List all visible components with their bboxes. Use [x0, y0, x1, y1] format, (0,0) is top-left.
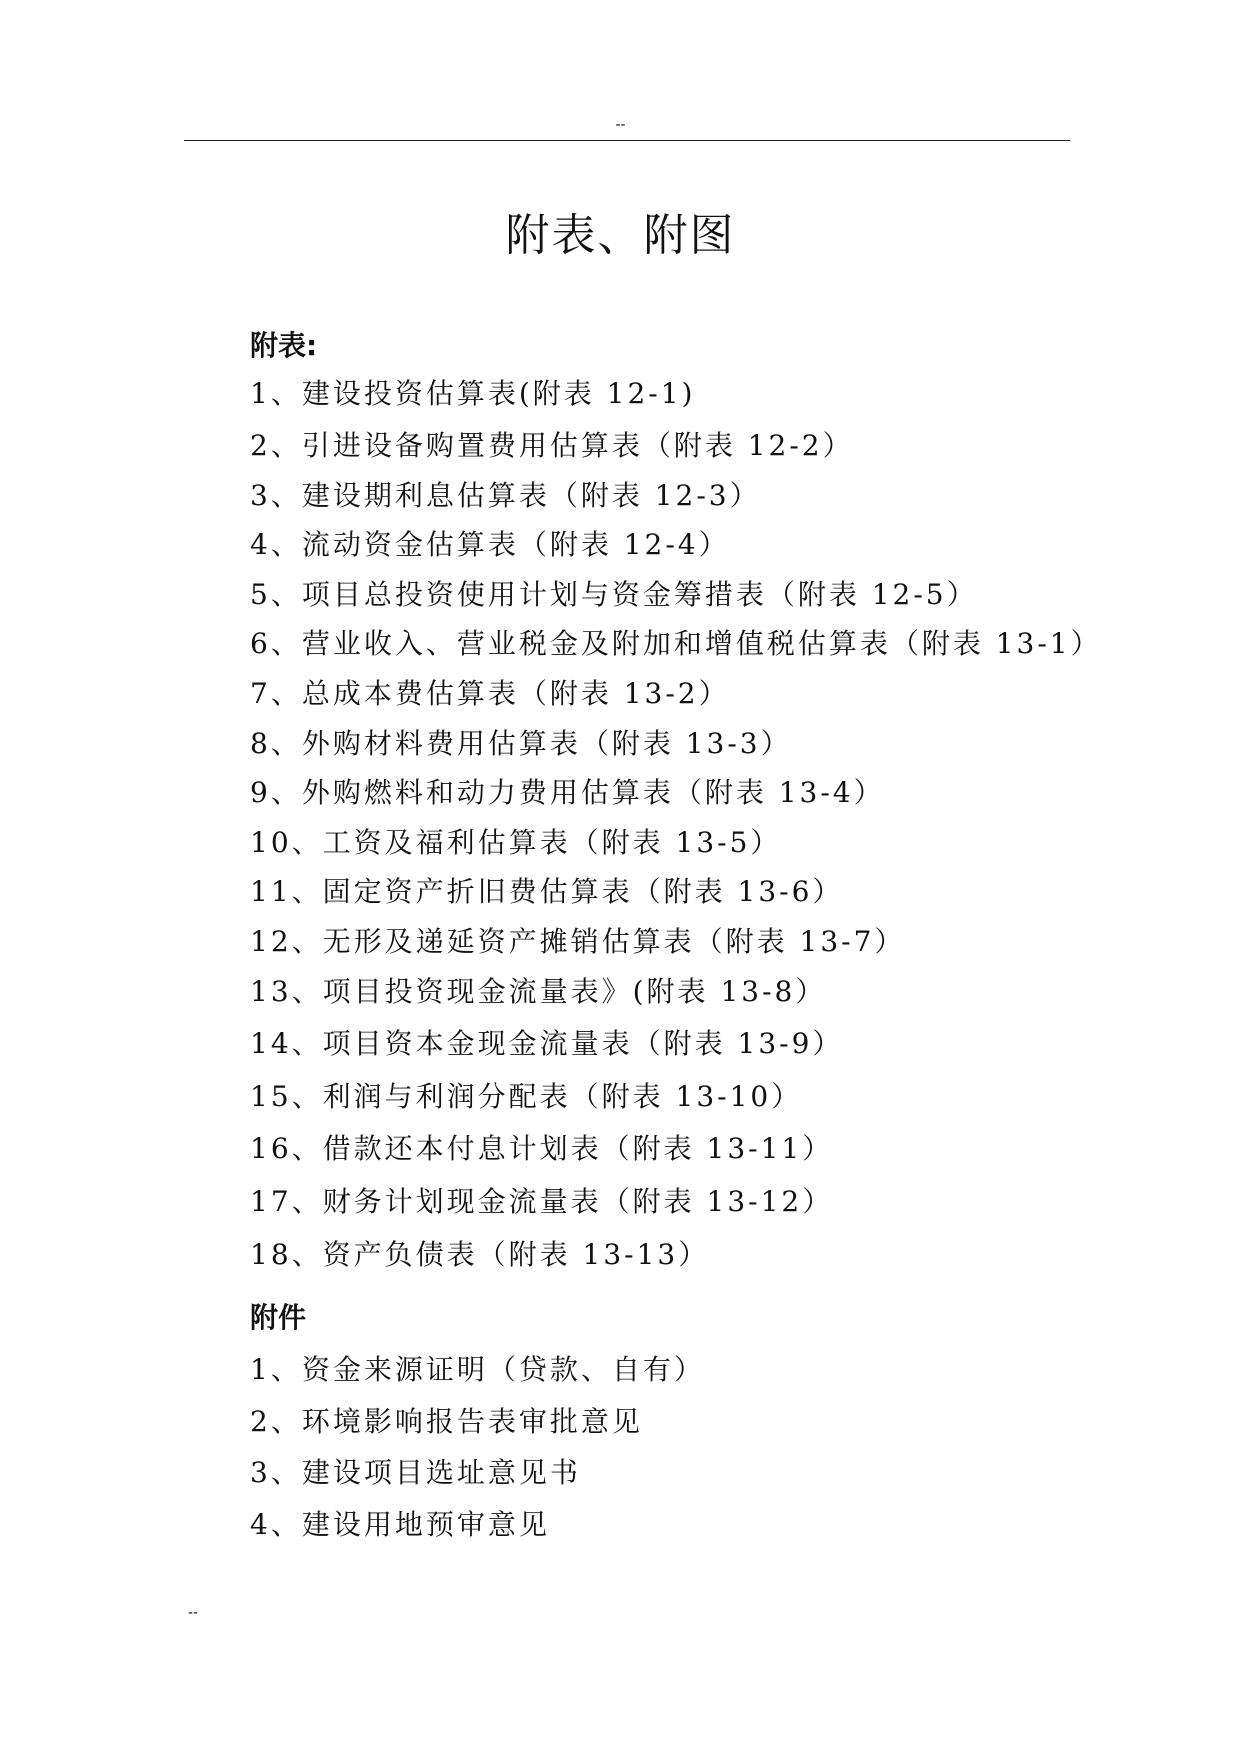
list-item: 6、营业收入、营业税金及附加和增值税估算表（附表 13-1） [250, 627, 1102, 661]
list-item: 3、建设期利息估算表（附表 12-3） [250, 478, 761, 512]
list-item: 11、固定资产折旧费估算表（附表 13-6） [250, 875, 844, 909]
list-item: 9、外购燃料和动力费用估算表（附表 13-4） [250, 776, 885, 810]
list-item: 7、总成本费估算表（附表 13-2） [250, 676, 730, 710]
list-item: 10、工资及福利估算表（附表 13-5） [250, 825, 782, 859]
list-item: 15、利润与利润分配表（附表 13-10） [250, 1079, 803, 1113]
list-item: 2、环境影响报告表审批意见 [250, 1404, 643, 1438]
header-mark: -- [615, 116, 626, 133]
attachments-list [250, 1350, 705, 1556]
list-item: 16、借款还本付息计划表（附表 13-11） [250, 1132, 834, 1166]
tables-heading: 附表: [250, 329, 318, 362]
list-item: 2、引进设备购置费用估算表（附表 12-2） [250, 429, 854, 462]
list-item: 8、外购材料费用估算表（附表 13-3） [250, 726, 792, 760]
header-rule [184, 140, 1070, 141]
list-item: 13、项目投资现金流量表》(附表 13-8） [250, 974, 827, 1008]
page-title: 附表、附图 [505, 210, 736, 261]
list-item: 17、财务计划现金流量表（附表 13-12） [250, 1184, 834, 1218]
list-item: 18、资产负债表（附表 13-13） [250, 1237, 710, 1271]
list-item: 1、资金来源证明（贷款、自有） [250, 1353, 705, 1386]
list-item: 5、项目总投资使用计划与资金筹措表（附表 12-5） [250, 577, 978, 611]
list-item: 4、建设用地预审意见 [250, 1507, 550, 1541]
list-item: 12、无形及递延资产摊销估算表（附表 13-7） [250, 924, 906, 958]
list-item: 4、流动资金估算表（附表 12-4） [250, 528, 730, 562]
list-item: 14、项目资本金现金流量表（附表 13-9） [250, 1027, 844, 1061]
list-item: 1、建设投资估算表(附表 12-1) [250, 377, 696, 410]
list-item: 3、建设项目选址意见书 [250, 1456, 581, 1489]
tables-list [250, 374, 1102, 1287]
footer-mark: -- [188, 1604, 198, 1621]
attachments-heading: 附件 [250, 1301, 307, 1334]
